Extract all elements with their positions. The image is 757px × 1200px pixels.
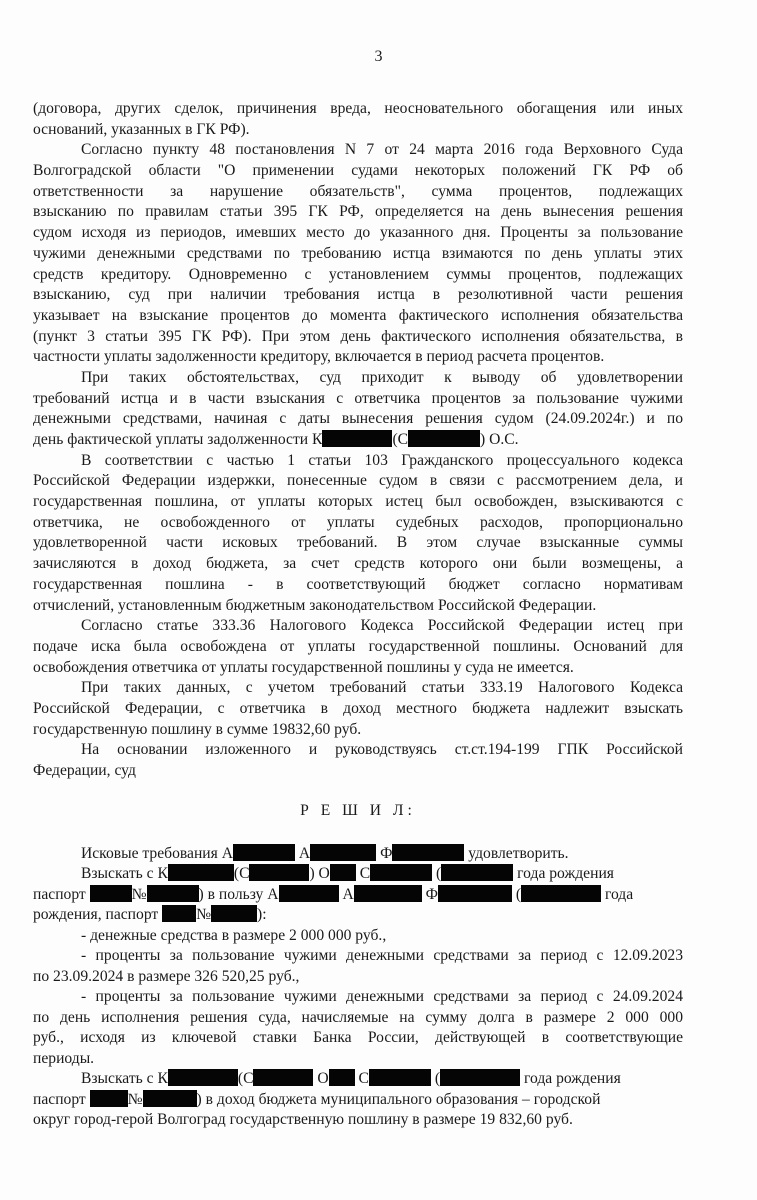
text-line: Российской Федерации, с ответчика в доход местного бюджета надлежит взыскать [33,699,683,717]
redaction-block [329,1069,355,1086]
redaction-block [168,864,234,881]
resolution-item: руб., исходя из ключевой ставки Банка России, действующей в соответствующие [33,1029,683,1047]
text-line-redacted: день фактической уплаты задолженности К (С ) О.С. [33,431,519,448]
text-line: Согласно пункту 48 постановления N 7 от 24 марта 2016 года Верховного Суда [81,141,683,159]
redaction-block [354,885,422,902]
page-number: 3 [374,48,383,65]
text-line: указывает на взыскание процентов до момента фактического исполнения обязательства [33,306,683,324]
resolution-item: - денежные средства в размере 2 000 000 руб., [81,926,387,944]
redaction-block [143,1090,197,1107]
document-body [33,99,683,1131]
resolution-line: паспорт № ) в доход бюджета муниципального образования – городской [33,1090,601,1108]
text-line: Волгоградской области "О применении судами некоторых положений ГК РФ об [33,162,683,180]
redaction-block [90,885,132,902]
redaction-block [279,885,339,902]
resolution-line: Исковые требования А А Ф удовлетворить. [81,844,569,862]
redaction-block [233,844,295,861]
redaction-block [162,905,196,922]
text-line: взысканию по правилам статьи 395 ГК РФ, определяется на день вынесения решения [33,203,683,221]
text-line: (пункт 3 статьи 395 ГК РФ). При этом день фактического исполнения обязательства, в [33,327,683,345]
redaction-block [440,1069,520,1086]
redaction-block [90,1090,128,1107]
text-line: На основании изложенного и руководствуясь ст.ст.194-199 ГПК Российской [81,741,683,759]
text-line: денежными средствами, начиная с даты вынесения решения судом (24.09.2024г.) и по [33,410,683,428]
resolution-line: Взыскать с К (С О С ( года рождения [81,1070,621,1088]
text-line: судом исходя из периодов, имевших место до указанного дня. Проценты за пользование [33,224,683,242]
decision-title: Р Е Ш И Л: [300,801,416,819]
redaction-block [249,864,309,881]
text-line: зачисляются в доход бюджета, за счет средств которого они были возмещены, а [33,555,683,573]
text-line: освобождения ответчика от уплаты государственной пошлины у суда не имеется. [33,658,574,676]
redaction-block [147,885,199,902]
text-line: государственную пошлину в сумме 19832,60 руб. [33,720,362,738]
text-line: ответчика, не освобожденного от уплаты судебных расходов, пропорционально [33,513,683,531]
redaction-block [370,864,432,881]
redaction-block [330,864,356,881]
resolution-line: паспорт № ) в пользу А А Ф ( года [33,885,634,903]
text-line: В соответствии с частью 1 статьи 103 Гражданского процессуального кодекса [81,451,683,469]
resolution-line: Взыскать с К (С ) О С ( года рождения [81,865,614,883]
redaction-block [369,1069,431,1086]
text-line: государственная пошлина - в соответствующий бюджет согласно нормативам [33,575,683,593]
redaction-block [441,864,513,881]
text-line: (договора, других сделок, причинения вреда, неосновательного обогащения или иных [33,100,683,117]
redaction-block [322,430,392,447]
resolution-item: периоды. [33,1049,95,1067]
resolution-block [33,844,683,1131]
text-line: отчислений, установленным бюджетным законодательством Российской Федерации. [33,596,597,614]
text-line: Согласно статье 333.36 Налогового Кодекса Российской Федерации истец при [81,617,683,635]
text-line: государственная пошлина, от уплаты которых истец был освобожден, взыскиваются с [33,493,683,511]
text-line: подаче иска была освобождена от уплаты государственной пошлины. Оснований для [33,637,683,655]
resolution-item: по 23.09.2024 в размере 326 520,25 руб., [33,967,300,985]
redaction-block [168,1069,238,1086]
text-line: удовлетворенной части исковых требований. В этом случае взысканные суммы [33,534,683,552]
text-line: оснований, указанных в ГК РФ). [33,120,250,138]
redaction-block [392,844,464,861]
resolution-line: рождения, паспорт № ): [33,906,267,924]
resolution-item: - проценты за пользование чужими денежными средствами за период с 12.09.2023 [81,947,683,965]
text-line: частности уплаты задолженности кредитору, включается в период расчета процентов. [33,348,605,366]
redaction-block [310,844,376,861]
redaction-block [408,430,480,447]
resolution-item: - проценты за пользование чужими денежными средствами за период с 24.09.2024 [81,988,683,1006]
redaction-block [253,1069,313,1086]
text-line: ответственности за нарушение обязательств", сумма процентов, подлежащих [33,182,683,200]
text-line: Российской Федерации издержки, понесенные судом в связи с рассмотрением дела, и [33,472,683,490]
text-line: Федерации, суд [33,762,136,779]
resolution-item: по день исполнения решения суда, начисляемые на сумму долга в размере 2 000 000 [33,1008,683,1026]
redaction-block [438,885,512,902]
text-line: взысканию, суд при наличии требования истца в резолютивной части решения [33,286,683,304]
text-line: чужими денежными средствами по требованию истца взимаются по день уплаты этих [33,244,683,262]
resolution-line: округ город-герой Волгоград государственную пошлину в размере 19 832,60 руб. [33,1111,573,1129]
text-line: требований истца и в части взыскания с ответчика процентов за пользование чужими [33,389,683,407]
text-line: средств кредитору. Одновременно с установлением суммы процентов, подлежащих [33,265,683,283]
text-line: При таких обстоятельствах, суд приходит к выводу об удовлетворении [81,368,683,386]
redaction-block [211,905,257,922]
text-line: При таких данных, с учетом требований статьи 333.19 Налогового Кодекса [81,679,683,697]
redaction-block [521,885,601,902]
